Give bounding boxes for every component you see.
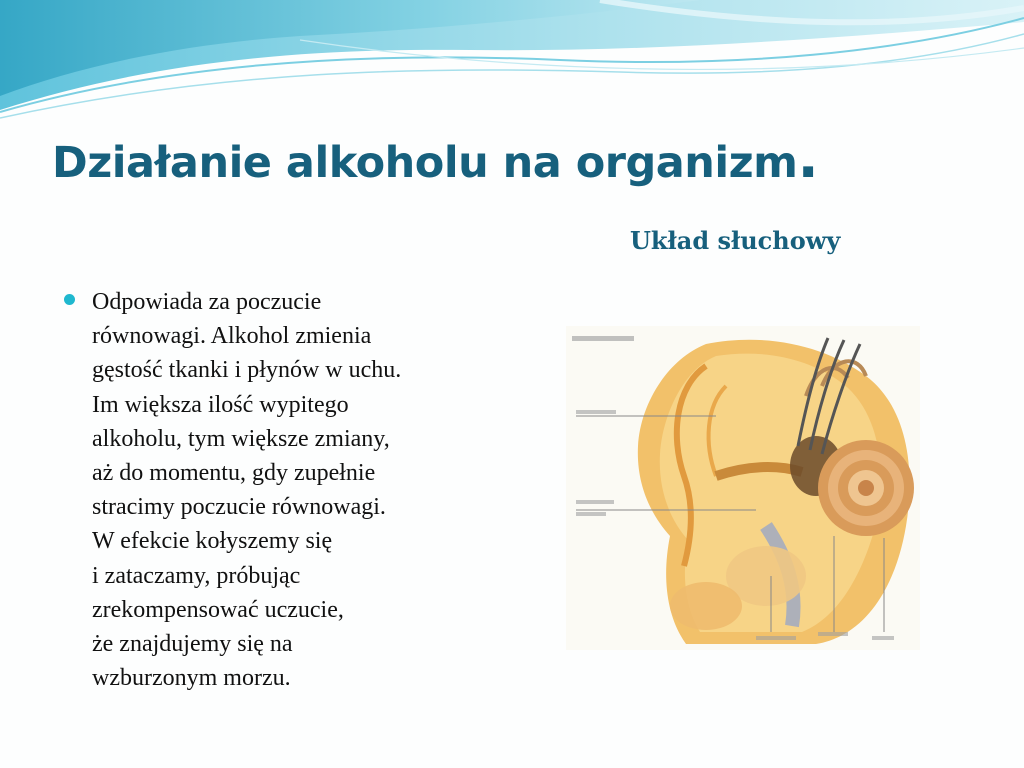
bullet-line: Im większa ilość wypitego: [92, 391, 349, 418]
bullet-paragraph: [92, 285, 522, 695]
bullet-line: Odpowiada za poczucie: [92, 289, 322, 315]
slide-title-dot: .: [797, 126, 819, 191]
bullet-line: że znajdujemy się na: [92, 631, 293, 658]
bullet-line: aż do momentu, gdy zupełnie: [92, 460, 376, 487]
ear-anatomy-diagram: [566, 326, 920, 650]
bullet-line: alkoholu, tym większe zmiany,: [92, 425, 390, 452]
slide-title-text: Działanie alkoholu na organizm: [52, 138, 798, 188]
bullet-line: stracimy poczucie równowagi.: [92, 494, 386, 521]
ear-anatomy-diagram-icon: [566, 326, 920, 650]
bullet-line: W efekcie kołyszemy się: [92, 528, 333, 555]
bullet-line: gęstość tkanki i płynów w uchu.: [92, 357, 402, 384]
bullet-list: [62, 285, 522, 695]
bullet-line: równowagi. Alkohol zmienia: [92, 323, 372, 350]
bullet-line: zrekompensować uczucie,: [92, 596, 344, 623]
header-wave-decoration: [0, 0, 1024, 130]
slide-title: [52, 126, 819, 191]
slide-subtitle: Układ słuchowy: [630, 226, 841, 255]
bullet-line: wzburzonym morzu.: [92, 665, 291, 692]
bullet-dot-icon: [64, 294, 75, 305]
bullet-line: i zataczamy, próbując: [92, 562, 301, 589]
